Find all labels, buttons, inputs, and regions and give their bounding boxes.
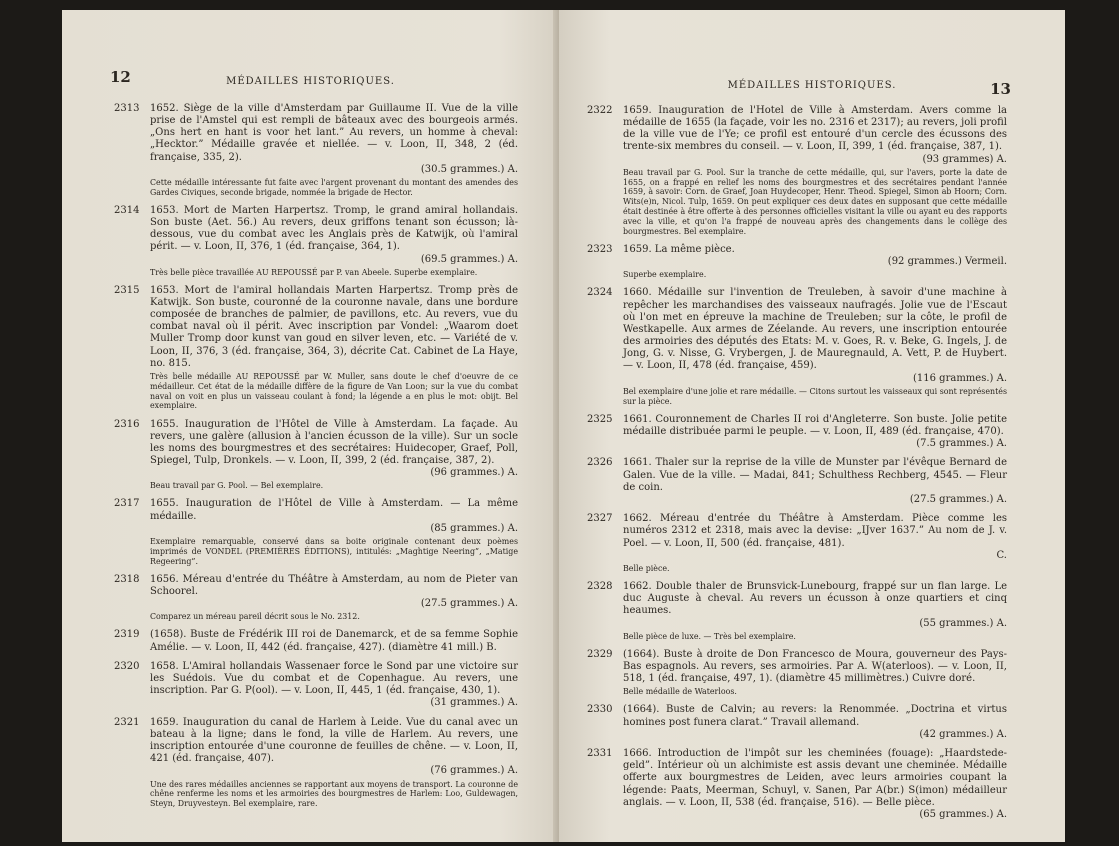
entry-weight: (27.5 grammes.) A. [909, 493, 1007, 505]
entry-description: 1662. Méreau d'entrée du Théâtre à Amsterdam. Pièce comme les numéros 2312 et 2318, mais avec la devise: „IJver 1637.” Au nom de J. v. Poel. — v. Loon, II, 500 (éd. française, 481). [623, 513, 1007, 549]
entry-weight: (85 grammes.) A. [430, 522, 518, 534]
entry-weight: (116 grammes.) A. [913, 372, 1007, 384]
entry-description: (1664). Buste à droite de Don Francesco de Moura, gouverneur des Pays-Bas espagnols. Au revers, ses armoiries. Par A. W(aterloos). — v. Loon, II, 518, 1 (éd. française, 497, 1). (diamètre 45 millimètres.) Cuivre doré. [623, 648, 1007, 685]
entry-weight: (92 grammes.) Vermeil. [887, 256, 1007, 268]
catalog-entry [587, 457, 1007, 506]
entry-note: Exemplaire remarquable, conservé dans sa boite originale contenant deux poèmes imprimés de VONDEL (PREMIÈRES ÉDITIONS), intitulés: „Maghtige Neering”, „Matige Regeering”. [150, 536, 518, 566]
lot-number: 2327 [587, 513, 613, 525]
entry-weight: C. [996, 549, 1007, 561]
entry-description: 1652. Siège de la ville d'Amsterdam par Guillaume II. Vue de la ville prise de l'Amstel qui est rempli de bâteaux avec des bourgeois armés. „Ons hert en hant is voor het lant.” Au revers, un homme à cheval: „Hecktor.” Médaille gravée et niellée. — v. Loon, II, 348, 2 (éd. française, 335, 2). [150, 103, 518, 163]
entry-weight: (93 grammes) A. [922, 153, 1007, 165]
catalog-entry [587, 581, 1007, 641]
catalog-entry [587, 513, 1007, 573]
entry-list [114, 103, 518, 816]
entry-description: 1661. Thaler sur la reprise de la ville de Munster par l'évêque Bernard de Galen. Vue de la ville. — Madai, 841; Schulthess Rechberg, 4545. — Fleur de coin. [623, 457, 1007, 493]
right-page [559, 10, 1065, 842]
entry-weight: (27.5 grammes.) A. [420, 598, 518, 610]
running-head: MÉDAILLES HISTORIQUES. [226, 76, 395, 87]
entry-description: 1662. Double thaler de Brunsvick-Lunebourg, frappé sur un flan large. Le duc Auguste à cheval. Au revers un écusson à onze quartiers et cinq heaumes. [623, 581, 1007, 617]
catalog-entry [587, 287, 1007, 406]
entry-description: 1656. Méreau d'entrée du Théâtre à Amsterdam, au nom de Pieter van Schoorel. [150, 573, 518, 597]
entry-note: Belle pièce de luxe. — Très bel exemplaire. [623, 631, 796, 641]
catalog-entry [114, 661, 518, 710]
page-number: 13 [990, 80, 1011, 98]
left-page [62, 10, 559, 842]
entry-note: Bel exemplaire d'une jolie et rare médaille. — Citons surtout les vaisseaux qui sont représentés sur la pièce. [623, 386, 1007, 406]
catalog-entry [587, 414, 1007, 450]
lot-number: 2316 [114, 418, 140, 430]
entry-weight: (31 grammes.) A. [430, 697, 518, 709]
lot-number: 2315 [114, 284, 140, 296]
catalog-entry [587, 748, 1007, 821]
lot-number: 2330 [587, 704, 613, 716]
entry-description: 1660. Médaille sur l'invention de Treuleben, à savoir d'une machine à repêcher les marchandises des vaisseaux naufragés. Jolie vue de l'Escaut où l'on met en épreuve la machine de Treuleben; sur la côte, le profil de Westkapelle. Aux armes de Zéelande. Au revers, une inscription entourée des armoiries des députés des Etats: M. v. Goes, R. v. Beke, G. Ingels, J. de Jong, G. v. Nisse, G. Vrybergen, J. de Mauregnauld, A. Vett, P. de Huybert. — v. Loon, II, 478 (éd. française, 459). [623, 287, 1007, 372]
entry-weight: (55 grammes.) A. [919, 617, 1007, 629]
catalog-entry [114, 419, 518, 492]
entry-note: Une des rares médailles anciennes se rapportant aux moyens de transport. La couronne de chêne renferme les noms et les armoiries des bourgmestres de Harlem: Loo, Guldewagen, Steyn, Druyvesteyn. Bel exemplaire, rare. [150, 779, 518, 809]
entry-note: Très belle médaille AU REPOUSSÉ par W. Muller, sans doute le chef d'oeuvre de ce médailleur. Cet état de la médaille diffère de la figure de Van Loon; sur la vue du combat naval on voit en plus un vaisseau coulant à fond; la légende a en plus le mot: obijt. Bel exemplaire. [150, 371, 518, 411]
catalog-entry [587, 704, 1007, 740]
catalog-entry [114, 574, 518, 622]
entry-description: 1658. L'Amiral hollandais Wassenaer force le Sond par une victoire sur les Suédois. Vue du combat et de Copenhague. Au revers, une inscription. Par G. P(ool). — v. Loon, II, 445, 1 (éd. française, 430, 1). [150, 660, 518, 697]
entry-description: 1666. Introduction de l'impôt sur les cheminées (fouage): „Haardstede-geld”. Intérieur où un alchimiste est assis devant une cheminée. Médaille offerte aux bourgmestres de Leiden, avec leurs armoiries coupant la légende: Paats, Meerman, Schuyl, v. Sanen, Par A(br.) S(imon) médailleur anglais. — v. Loon, II, 538 (éd. française, 516). — Belle pièce. [623, 748, 1007, 808]
catalog-entry [114, 285, 518, 411]
entry-description: 1659. Inauguration de l'Hotel de Ville à Amsterdam. Avers comme la médaille de 1655 (la façade, voir les no. 2316 et 2317); au revers, joli profil de la ville vue de l'Ye; ce profil est entouré d'un cercle des écussons des trente-six membres du conseil. — v. Loon, II, 399, 1 (éd. française, 387, 1). [623, 105, 1007, 153]
running-head: MÉDAILLES HISTORIQUES. [727, 80, 897, 91]
lot-number: 2321 [114, 716, 140, 728]
entry-note: Très belle pièce travaillée AU REPOUSSÉ par P. van Abeele. Superbe exemplaire. [150, 267, 478, 277]
entry-note: Belle pièce. [623, 563, 670, 573]
catalog-entry [587, 244, 1007, 280]
catalog-entry [114, 103, 518, 198]
lot-number: 2320 [114, 660, 140, 672]
entry-note: Beau travail par G. Pool. — Bel exemplaire. [150, 481, 324, 491]
entry-list [587, 105, 1007, 828]
lot-number: 2313 [114, 103, 140, 114]
lot-number: 2331 [587, 748, 613, 760]
entry-note: Superbe exemplaire. [623, 270, 707, 280]
entry-description: (1658). Buste de Frédérik III roi de Danemarck, et de sa femme Sophie Amélie. — v. Loon, II, 442 (éd. française, 427). (diamètre 41 mill.) B. [150, 629, 518, 653]
catalog-entry [114, 205, 518, 278]
entry-weight: (76 grammes.) A. [430, 765, 518, 777]
entry-description: 1655. Inauguration de l'Hôtel de Ville à Amsterdam. — La même médaille. [150, 498, 518, 522]
catalog-entry [114, 629, 518, 653]
lot-number: 2323 [587, 243, 613, 255]
entry-weight: (7.5 grammes.) A. [916, 437, 1007, 449]
entry-description: 1653. Mort de l'amiral hollandais Marten Harpertsz. Tromp près de Katwijk. Son buste, couronné de la couronne navale, dans une bordure composée de branches de palmier, de pavillons, etc. Au revers, vue du combat naval où il périt. Avec inscription par Vondel: „Waarom doet Muller Tromp door kunst van goud en silver leven, etc. — Variété de v. Loon, II, 376, 3 (éd. française, 364, 3), décrite Cat. Cabinet de La Haye, no. 815. [150, 284, 518, 369]
lot-number: 2324 [587, 287, 613, 299]
catalog-entry [114, 498, 518, 566]
entry-description: 1655. Inauguration de l'Hôtel de Ville à Amsterdam. La façade. Au revers, une galère (allusion à l'ancien écusson de la ville). Sur un socle les noms des bourgmestres et des secrétaires: Huidecoper, Graef, Poll, Spiegel, Tulp, Dronkels. — v. Loon, II, 399, 2 (éd. française, 387, 2). [150, 418, 518, 467]
lot-number: 2319 [114, 629, 140, 641]
entry-weight: (42 grammes.) A. [919, 728, 1007, 740]
lot-number: 2329 [587, 648, 613, 660]
lot-number: 2322 [587, 105, 613, 116]
entry-note: Beau travail par G. Pool. Sur la tranche de cette médaille, qui, sur l'avers, porte la date de 1655, on a frappé en relief les noms des bourgmestres et des secrétaires pendant l'année 1659, à savoir: Corn. de Graef, Joan Huydecoper, Henr. Theod. Spiegel, Simon ab Hoorn; Corn. Wits(e)n, Nicol. Tulp, 1659. On peut expliquer ces deux dates en supposant que cette médaille était destinée à être offerte à des personnes officielles visitant la ville ou ayant eu des rapports avec la ville, et qu'on l'a frappé de nouveau après des changements dans le collège des bourgmestres. Bel exemplaire. [623, 167, 1007, 236]
entry-description: 1659. La même pièce. [623, 243, 735, 255]
entry-weight: (30.5 grammes.) A. [420, 163, 518, 175]
entry-description: 1653. Mort de Marten Harpertsz. Tromp, le grand amiral hollandais. Son buste (Aet. 56.) Au revers, deux griffons tenant son écusson; là-dessous, vue du combat avec les Anglais près de Katwijk, où l'amiral périt. — v. Loon, II, 376, 1 (éd. française, 364, 1). [150, 204, 518, 253]
entry-note: Cette médaille intéressante fut faite avec l'argent provenant du montant des amendes des Gardes Civiques, seconde brigade, nommée la brigade de Hector. [150, 177, 518, 197]
lot-number: 2328 [587, 581, 613, 593]
catalog-entry [114, 717, 518, 809]
lot-number: 2318 [114, 573, 140, 585]
entry-description: (1664). Buste de Calvin; au revers: la Renommée. „Doctrina et virtus homines post funera clarat.” Travail allemand. [623, 704, 1007, 728]
catalog-entry [587, 649, 1007, 697]
entry-note: Comparez un méreau pareil décrit sous le No. 2312. [150, 612, 360, 622]
entry-weight: (69.5 grammes.) A. [420, 253, 518, 265]
page-number: 12 [110, 68, 131, 86]
lot-number: 2326 [587, 457, 613, 469]
lot-number: 2317 [114, 498, 140, 510]
catalog-entry [587, 105, 1007, 237]
lot-number: 2325 [587, 413, 613, 425]
lot-number: 2314 [114, 204, 140, 216]
entry-description: 1659. Inauguration du canal de Harlem à Leide. Vue du canal avec un bateau à la ligne; dans le fond, la ville de Harlem. Au revers, une inscription entourée d'une couronne de feuilles de chêne. — v. Loon, II, 421 (éd. française, 407). [150, 716, 518, 765]
entry-description: 1661. Couronnement de Charles II roi d'Angleterre. Son buste. Jolie petite médaille distribuée parmi le peuple. — v. Loon, II, 489 (éd. française, 470). [623, 413, 1007, 437]
entry-weight: (65 grammes.) A. [919, 808, 1007, 820]
entry-weight: (96 grammes.) A. [430, 467, 518, 479]
entry-note: Belle médaille de Waterloos. [623, 687, 737, 697]
